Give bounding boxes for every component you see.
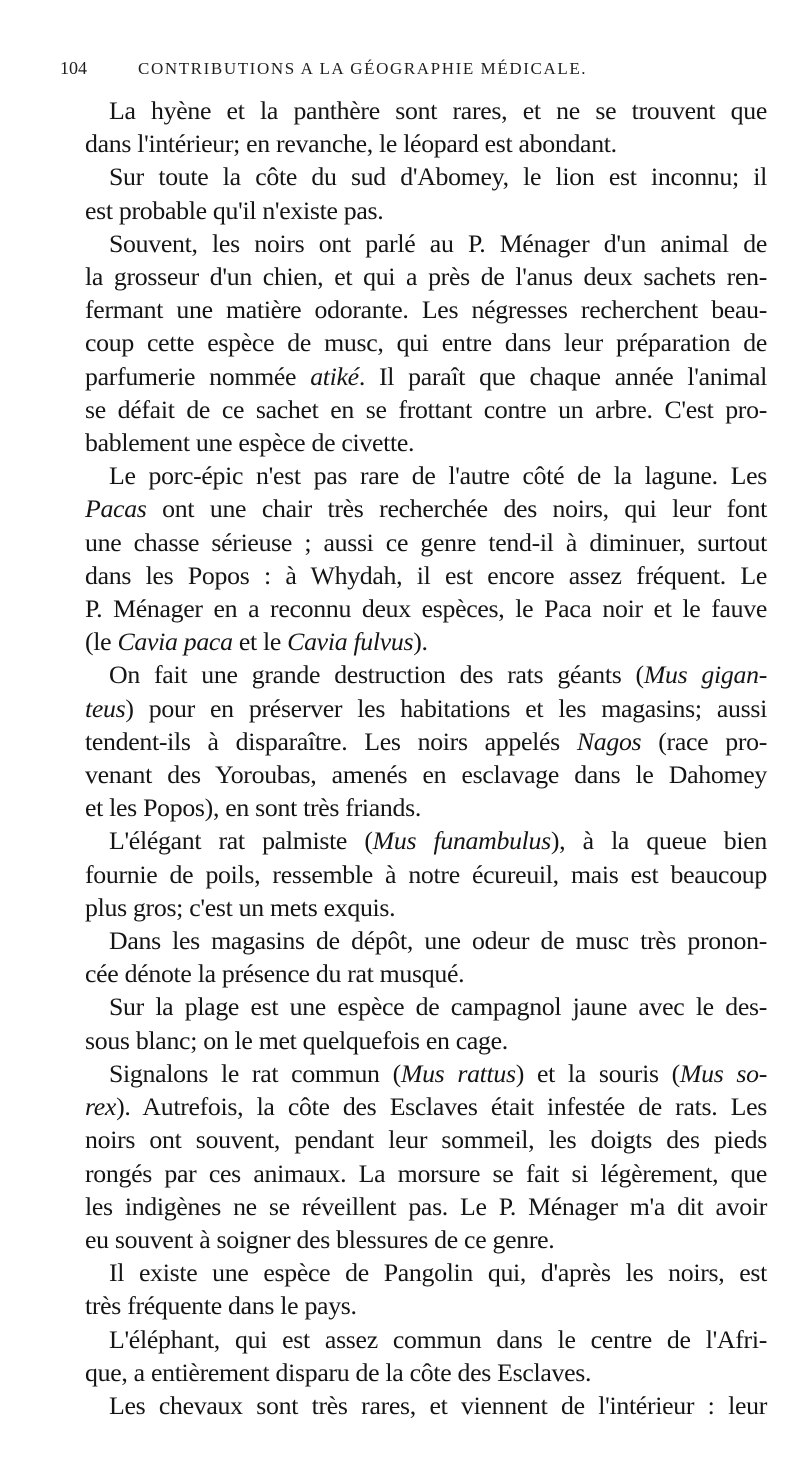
paragraph-musk-rat bbox=[60, 924, 767, 990]
running-title: CONTRIBUTIONS A LA GÉOGRAPHIE MÉDICALE. bbox=[138, 59, 588, 78]
text-fragment: L'élégant rat palmiste ( bbox=[109, 826, 373, 856]
text-fragment: ). bbox=[413, 627, 428, 657]
text-line bbox=[60, 692, 767, 725]
text-line: Souvent, les noirs ont parlé au P. Ménager d'un animal de bbox=[109, 228, 767, 258]
paragraph-civet bbox=[60, 227, 767, 459]
text-fragment: ont une chair très recherchée des noirs, qui leur font bbox=[146, 494, 767, 524]
text-fragment: ), à la queue bien bbox=[550, 826, 767, 856]
text-line: que, a entièrement disparu de la côte des Esclaves. bbox=[85, 1357, 592, 1387]
text-line: dans les Popos : à Whydah, il est encore assez fréquent. Le bbox=[85, 560, 767, 590]
text-fragment: On fait une grande destruction des rats géants ( bbox=[109, 660, 644, 690]
paragraph-common-rat bbox=[60, 1057, 767, 1256]
italic-term: atiké bbox=[310, 361, 359, 391]
italic-term: Cavia paca bbox=[117, 627, 233, 657]
text-line: rongés par ces animaux. La morsure se fait si légèrement, que bbox=[85, 1158, 767, 1188]
italic-term: Cavia fulvus bbox=[287, 627, 414, 657]
paragraph-elephant bbox=[60, 1323, 767, 1389]
text-line: Sur toute la côte du sud d'Abomey, le lion est inconnu; il bbox=[109, 162, 767, 192]
paragraph-lion bbox=[60, 160, 767, 226]
text-line: noirs ont souvent, pendant leur sommeil, les doigts des pieds bbox=[85, 1125, 767, 1155]
text-line: est probable qu'il n'existe pas. bbox=[85, 195, 384, 225]
text-line: très fréquente dans le pays. bbox=[85, 1291, 357, 1321]
paragraph-hyena bbox=[60, 94, 767, 160]
paragraph-pangolin bbox=[60, 1256, 767, 1322]
text-line: cée dénote la présence du rat musqué. bbox=[85, 959, 465, 989]
text-line: Dans les magasins de dépôt, une odeur de musc très pronon- bbox=[109, 926, 767, 956]
text-fragment: . Il paraît que chaque année l'animal bbox=[358, 361, 767, 391]
text-line: plus gros; c'est un mets exquis. bbox=[85, 892, 396, 922]
text-fragment: ) pour en préserver les habitations et les magasins; aussi bbox=[125, 693, 767, 723]
italic-term: Mus funambulus bbox=[372, 826, 551, 856]
text-line: sous blanc; on le met quelquefois en cage. bbox=[85, 1025, 508, 1055]
paragraph-porcupine bbox=[60, 459, 767, 658]
text-line bbox=[60, 824, 767, 857]
text-line: les indigènes ne se réveillent pas. Le P. Ménager m'a dit avoir bbox=[85, 1191, 767, 1221]
text-line bbox=[60, 1090, 767, 1123]
text-line: L'éléphant, qui est assez commun dans le centre de l'Afri- bbox=[109, 1324, 767, 1354]
text-fragment: et le bbox=[232, 627, 288, 657]
text-line: Les chevaux sont très rares, et viennent de l'intérieur : leur bbox=[109, 1390, 767, 1420]
text-line bbox=[60, 725, 767, 758]
italic-term: Mus so- bbox=[679, 1058, 768, 1088]
text-line: fermant une matière odorante. Les négresses recherchent beau- bbox=[85, 295, 767, 325]
text-line: eu souvent à soigner des blessures de ce genre. bbox=[85, 1224, 555, 1254]
text-line: La hyène et la panthère sont rares, et ne se trouvent que bbox=[109, 96, 767, 125]
text-fragment: tendent-ils à disparaître. Les noirs appelés bbox=[85, 726, 577, 756]
text-line: dans l'intérieur; en revanche, le léopard est abondant. bbox=[85, 129, 617, 159]
text-line bbox=[60, 360, 767, 393]
text-line: Il existe une espèce de Pangolin qui, d'après les noirs, est bbox=[109, 1258, 767, 1288]
text-fragment: Signalons le rat commun ( bbox=[109, 1058, 401, 1088]
text-fragment: (le bbox=[85, 627, 118, 657]
paragraph-palm-rat bbox=[60, 824, 767, 924]
paragraph-vole bbox=[60, 990, 767, 1056]
running-header bbox=[60, 58, 680, 79]
italic-term: rex bbox=[85, 1092, 117, 1122]
text-line: Sur la plage est une espèce de campagnol jaune avec le des- bbox=[109, 992, 767, 1022]
body-text bbox=[60, 94, 767, 1422]
text-line: P. Ménager en a reconnu deux espèces, le Paca noir et le fauve bbox=[85, 594, 767, 624]
paragraph-giant-rats bbox=[60, 658, 767, 824]
text-line: venant des Yoroubas, amenés en esclavage dans le Dahomey bbox=[85, 760, 767, 790]
text-line bbox=[60, 1057, 767, 1090]
italic-term: Pacas bbox=[85, 494, 147, 524]
text-line: fournie de poils, ressemble à notre écureuil, mais est beaucoup bbox=[85, 859, 767, 889]
page-number: 104 bbox=[60, 58, 87, 78]
italic-term: Mus gigan- bbox=[643, 660, 767, 690]
italic-term: Nagos bbox=[576, 726, 642, 756]
text-line bbox=[60, 658, 767, 691]
text-line: une chasse sérieuse ; aussi ce genre tend-il à diminuer, surtout bbox=[85, 527, 767, 557]
italic-term: teus bbox=[85, 693, 126, 723]
text-fragment: (race pro- bbox=[641, 726, 767, 756]
text-fragment: parfumerie nommée bbox=[85, 361, 311, 391]
text-line: la grosseur d'un chien, et qui a près de l'anus deux sachets ren- bbox=[85, 262, 767, 292]
text-line bbox=[60, 625, 767, 658]
text-line: se défait de ce sachet en se frottant contre un arbre. C'est pro- bbox=[85, 394, 767, 424]
text-line: bablement une espèce de civette. bbox=[85, 428, 415, 458]
text-line bbox=[60, 492, 767, 525]
text-line: et les Popos), en sont très friands. bbox=[85, 793, 421, 823]
text-fragment: ). Autrefois, la côte des Esclaves était infestée de rats. Les bbox=[116, 1092, 767, 1122]
paragraph-horses bbox=[60, 1389, 767, 1422]
text-fragment: ) et la souris ( bbox=[515, 1058, 680, 1088]
text-line: Le porc-épic n'est pas rare de l'autre côté de la lagune. Les bbox=[109, 461, 767, 491]
italic-term: Mus rattus bbox=[400, 1058, 516, 1088]
text-line: coup cette espèce de musc, qui entre dans leur préparation de bbox=[85, 328, 767, 358]
